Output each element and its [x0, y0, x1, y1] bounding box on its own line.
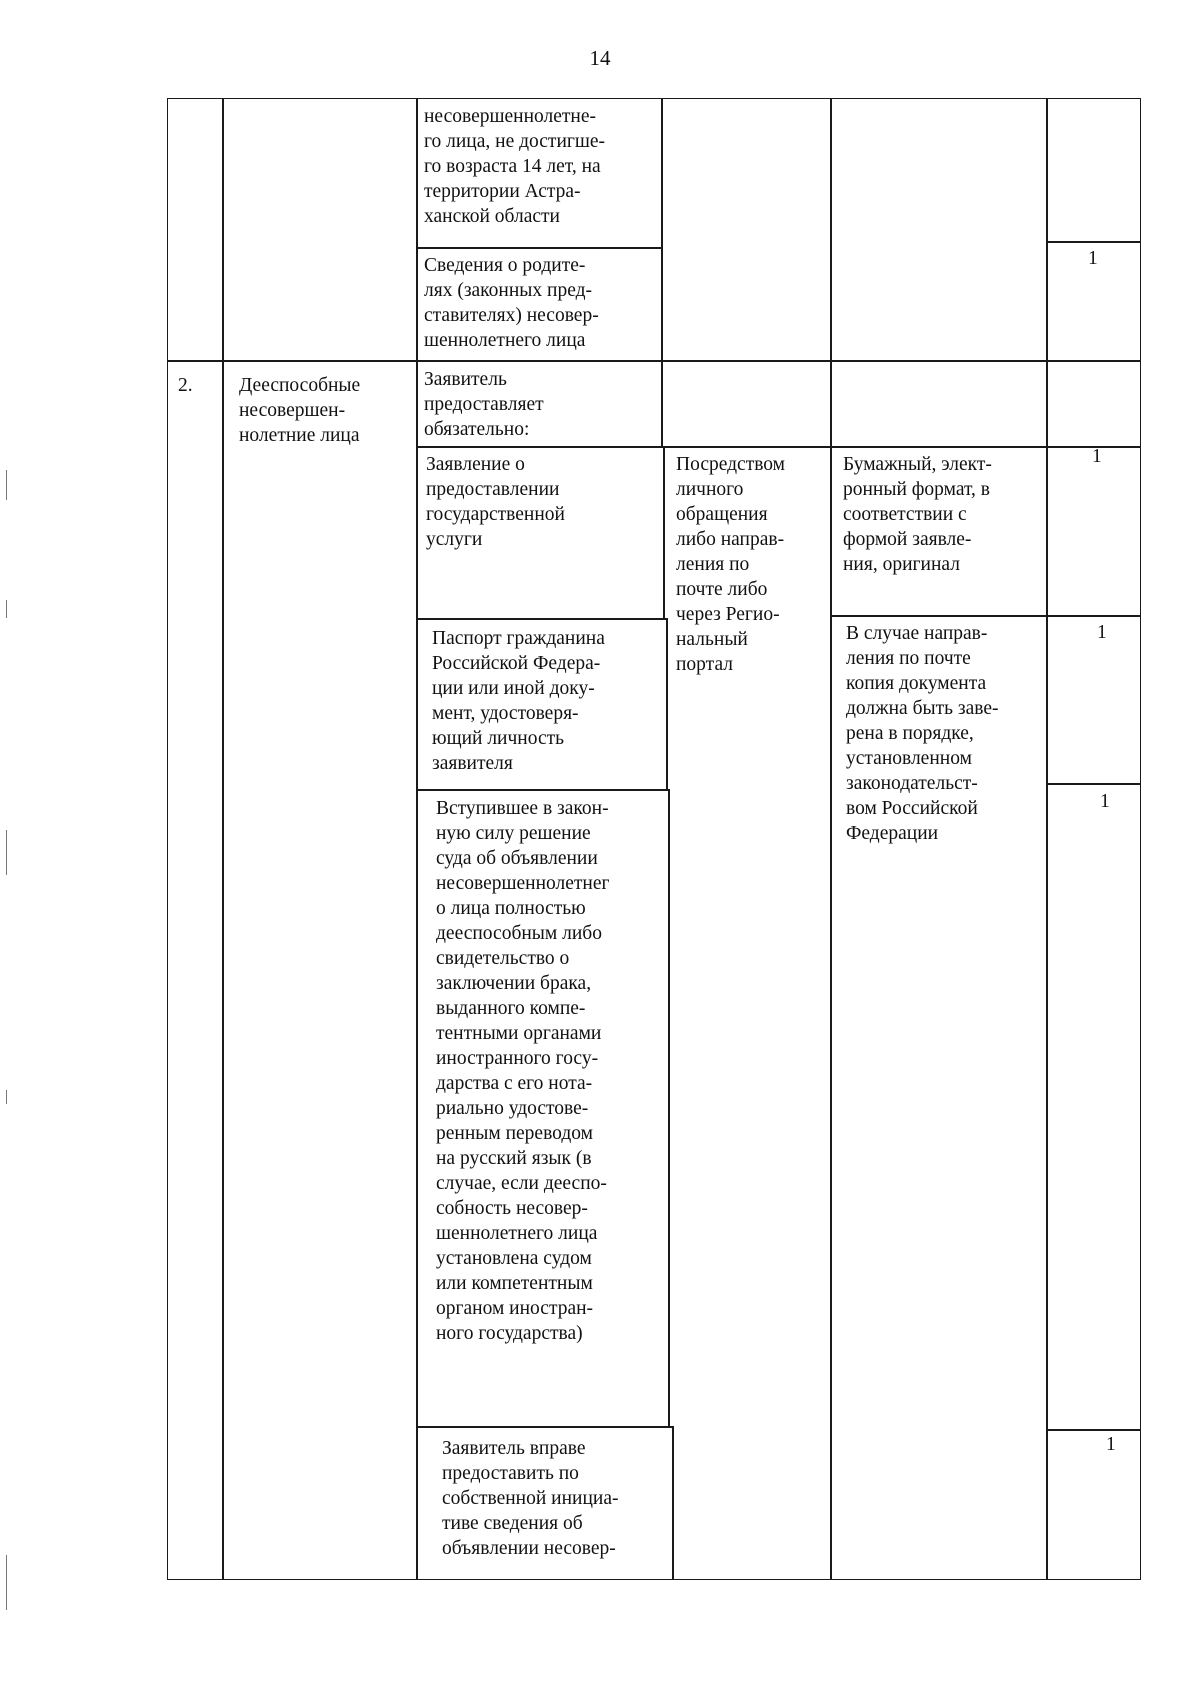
col-border-3 — [668, 789, 670, 1426]
cell-count-optional: 1 — [1106, 1434, 1116, 1455]
row-line — [416, 446, 1141, 448]
cell-doc-application: Заявление о предоставлении государственной услуги — [426, 454, 565, 550]
cell-doc-optional: Заявитель вправе предоставить по собственной инициа- тиве сведения об объявлении несовер- — [442, 1438, 619, 1559]
col-border-3 — [663, 448, 665, 618]
cell-doc-passport: Паспорт гражданина Российской Федера- ции или иной доку- мент, удостоверя- ющий личность заявителя — [432, 628, 605, 774]
col-border-4 — [830, 98, 832, 1580]
row-line — [1046, 783, 1141, 785]
cell-format-copy: В случае направ- ления по почте копия документа должна быть заве- рена в порядке, установленном законодательст- вом Российской Федерации — [846, 623, 999, 844]
cell-row2-intro: Заявитель предоставляет обязательно: — [424, 369, 544, 440]
row-line — [167, 360, 1141, 362]
row-line — [416, 618, 668, 620]
row-line — [1046, 241, 1141, 243]
cell-row1-doc-b: Сведения о родите- лях (законных пред- ставителях) несовер- шеннолетнего лица — [424, 255, 599, 351]
cell-row1-doc-a: несовершеннолетне- го лица, не достигше- го возраста 14 лет, на территории Астра- ханской области — [424, 106, 606, 227]
row-line — [1046, 1429, 1141, 1431]
scan-mark — [6, 1555, 7, 1610]
cell-row2-category: Дееспособные несовершен- нолетние лица — [239, 375, 361, 446]
row-line — [416, 789, 668, 791]
cell-count-passport: 1 — [1097, 622, 1107, 643]
scan-mark — [6, 830, 7, 875]
page-number: 14 — [589, 46, 611, 70]
col-border-3 — [661, 98, 663, 448]
cell-doc-court-decision: Вступившее в закон- ную силу решение суда об объявлении несовершеннолетнег о лица полностью дееспособным либо свидетельство о заключении брака, выданного компе- тентными органами иностранного госу- дарства с его нота- риально удостове- ренным переводом на русский язык (в случае, если дееспо- собность несовер- шеннолетнего лица установлена судом или компетентным органом иностран- ного государства) — [436, 798, 610, 1344]
cell-submission-method: Посредством личного обращения либо направ- ления по почте либо через Регио- нальный портал — [676, 454, 786, 675]
cell-format-original: Бумажный, элект- ронный формат, в соответствии с формой заявле- ния, оригинал — [843, 454, 992, 575]
col-border-5 — [1046, 98, 1048, 1580]
row-line — [416, 247, 661, 249]
cell-count-court-decision: 1 — [1100, 791, 1110, 812]
scan-mark — [6, 470, 7, 500]
col-border-1 — [222, 98, 224, 1580]
row-line — [416, 1426, 672, 1428]
cell-count-application: 1 — [1092, 446, 1102, 467]
cell-row1-count: 1 — [1088, 248, 1098, 269]
scan-mark — [6, 600, 7, 618]
row-line — [830, 615, 1141, 617]
scan-mark — [6, 1090, 7, 1104]
col-border-2 — [416, 98, 418, 1580]
cell-row2-number: 2. — [178, 375, 193, 396]
col-border-3 — [666, 618, 668, 789]
